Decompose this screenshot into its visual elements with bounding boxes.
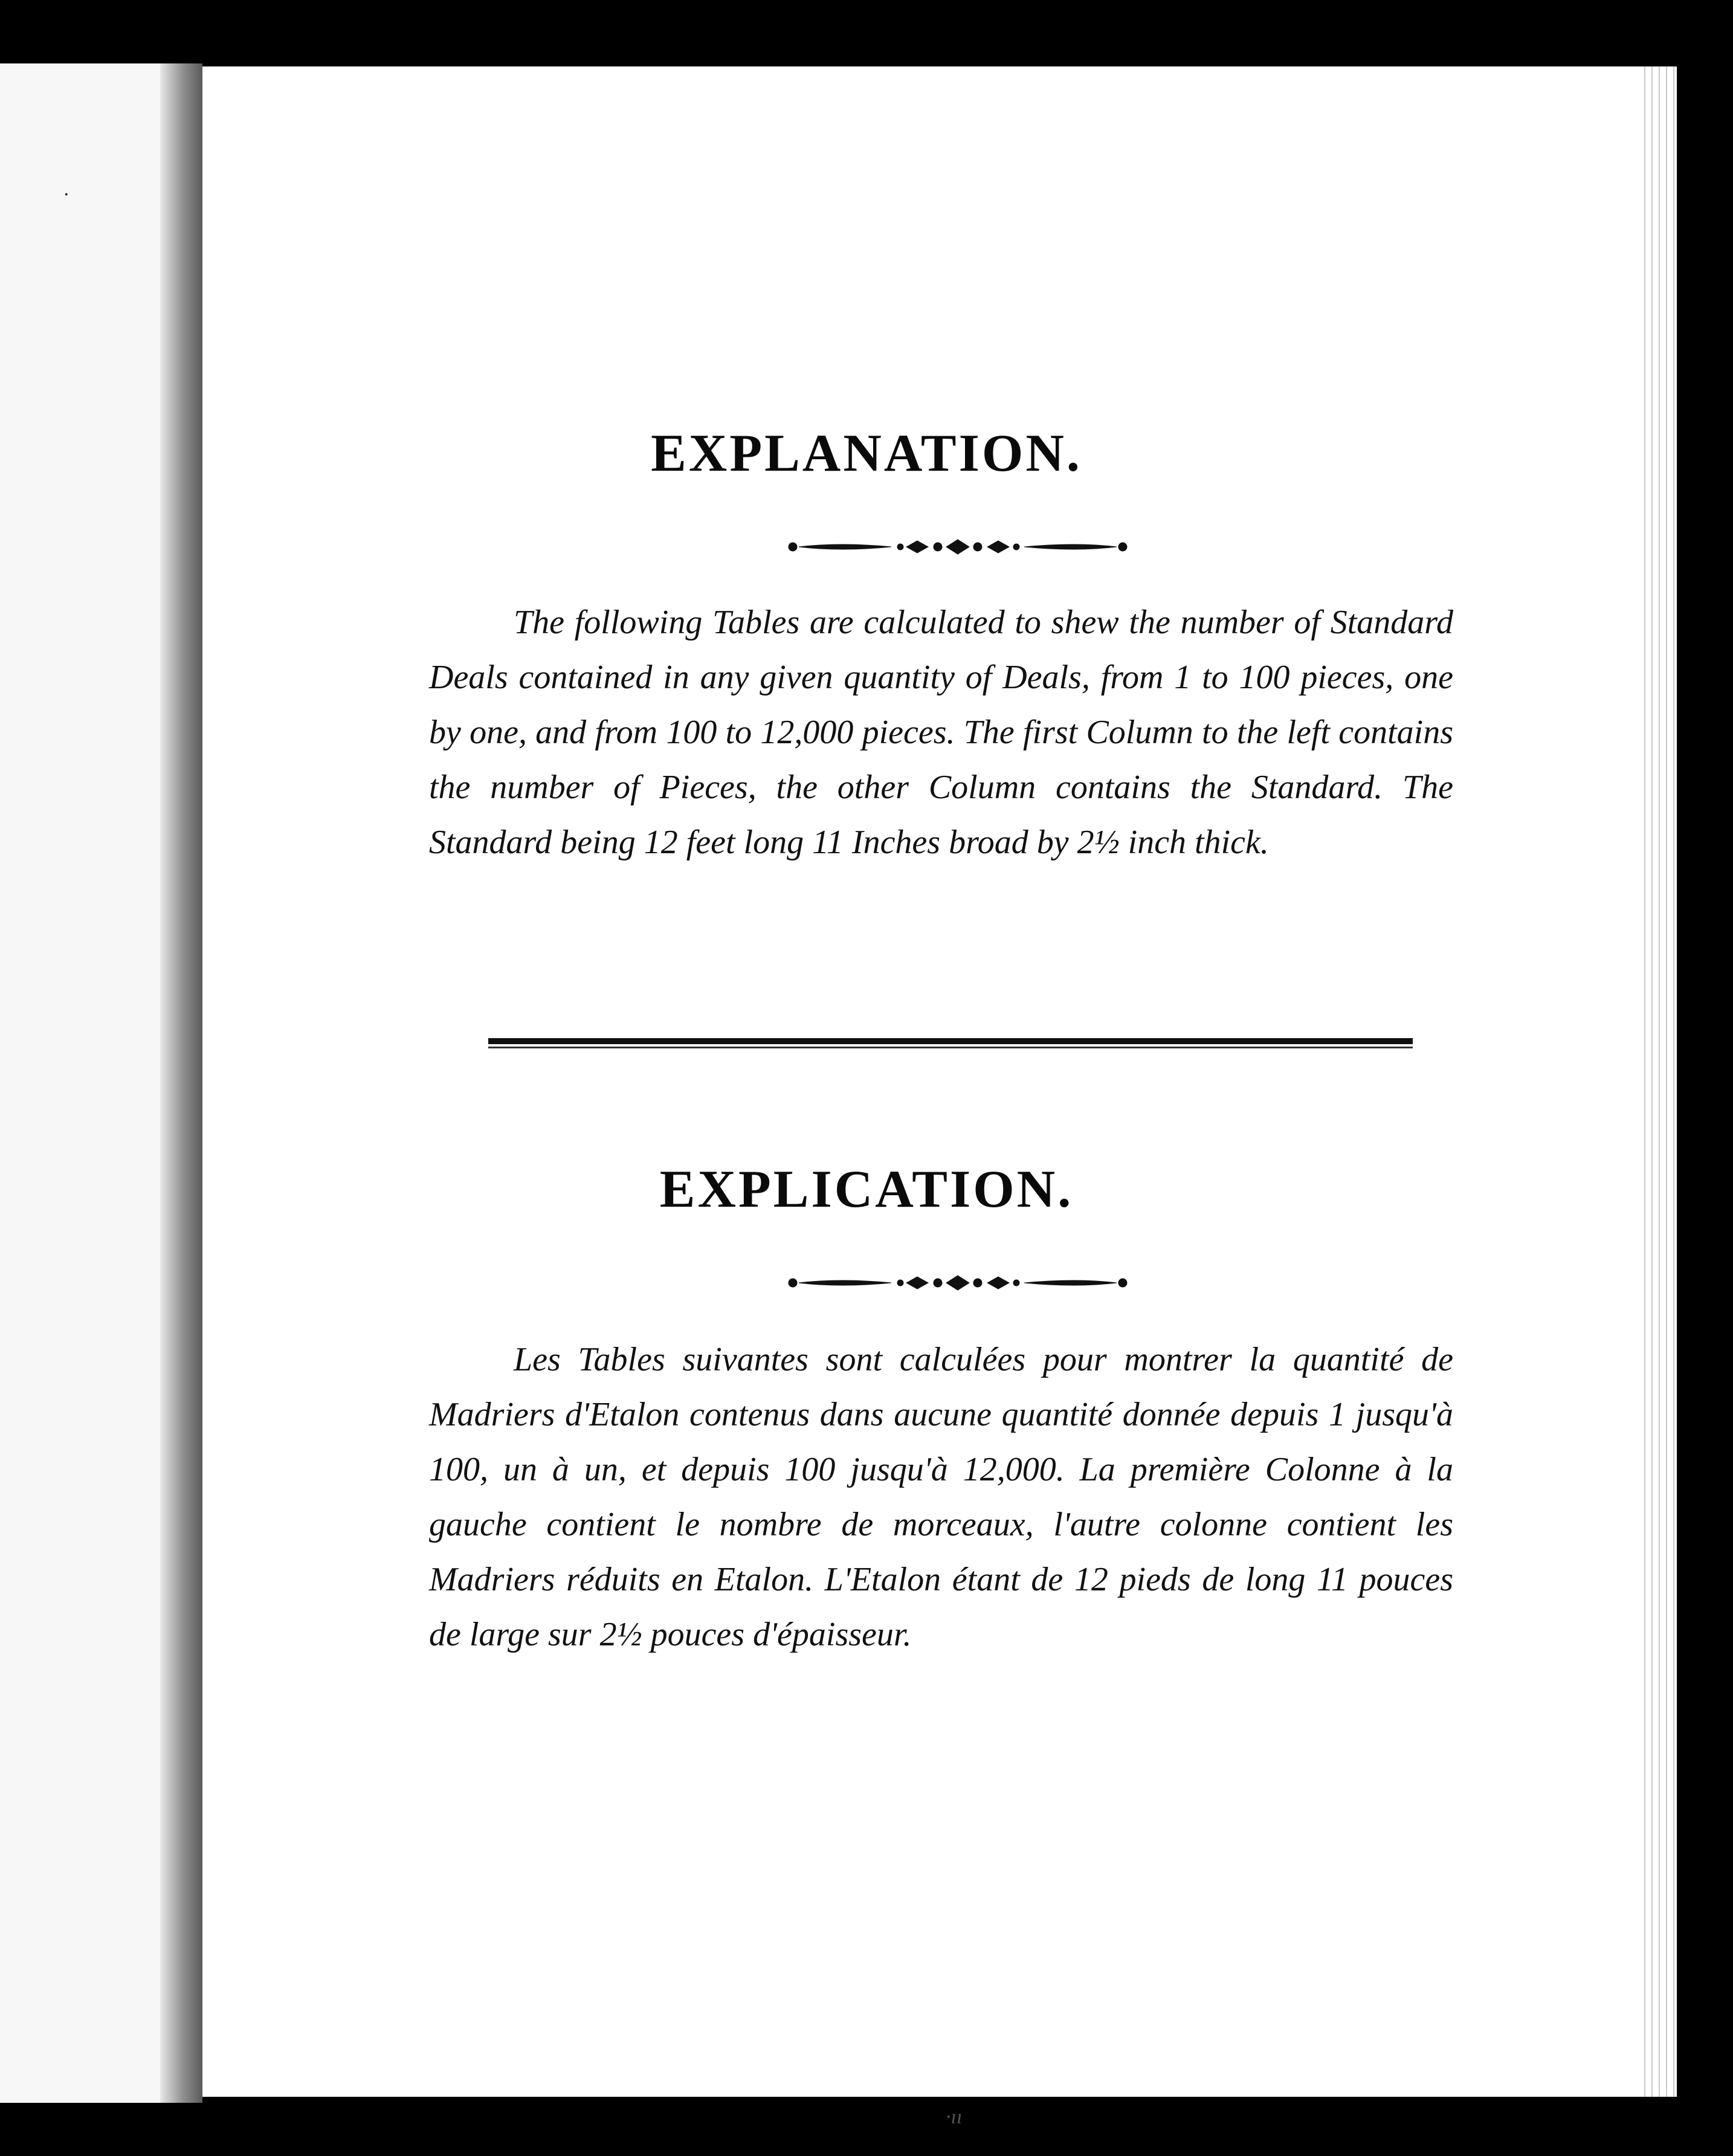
- book-page: [202, 66, 1641, 2097]
- page-stack-edge: [1641, 66, 1677, 2097]
- book-gutter-shadow: [160, 63, 202, 2103]
- explication-title: EXPLICATION.: [659, 1160, 1074, 1219]
- explanation-title: EXPLANATION.: [651, 424, 1082, 483]
- section-divider-rule: [488, 1038, 1413, 1051]
- ornament-divider-icon: [786, 1271, 1130, 1295]
- left-page-edge: [0, 63, 202, 2103]
- explication-paragraph: Les Tables suivantes sont calculées pour montrer la quantité de Madriers d'Etalon contenus dans aucune quantité donnée depuis 1 jusqu'à 100, un à un, et depuis 100 jusqu'à 12,000. La première Colonne à la gauche contient le nombre de morceaux, l'autre colonne contient les Madriers réduits en Etalon. L'Etalon étant de 12 pieds de long 11 pouces de large sur 2½ pouces d'épaisseur.: [429, 1341, 1453, 1653]
- page-folio-mark: ·ıı: [946, 2106, 963, 2128]
- ornament-divider-icon: [786, 535, 1130, 559]
- left-page-mark: ·: [63, 184, 69, 205]
- explanation-paragraph: The following Tables are calculated to shew the number of Standard Deals contained in any given quantity of Deals, from 1 to 100 pieces, one by one, and from 100 to 12,000 pieces. The first Column to the left contains the number of Pieces, the other Column contains the Standard. The Standard being 12 feet long 11 Inches broad by 2½ inch thick.: [429, 604, 1453, 861]
